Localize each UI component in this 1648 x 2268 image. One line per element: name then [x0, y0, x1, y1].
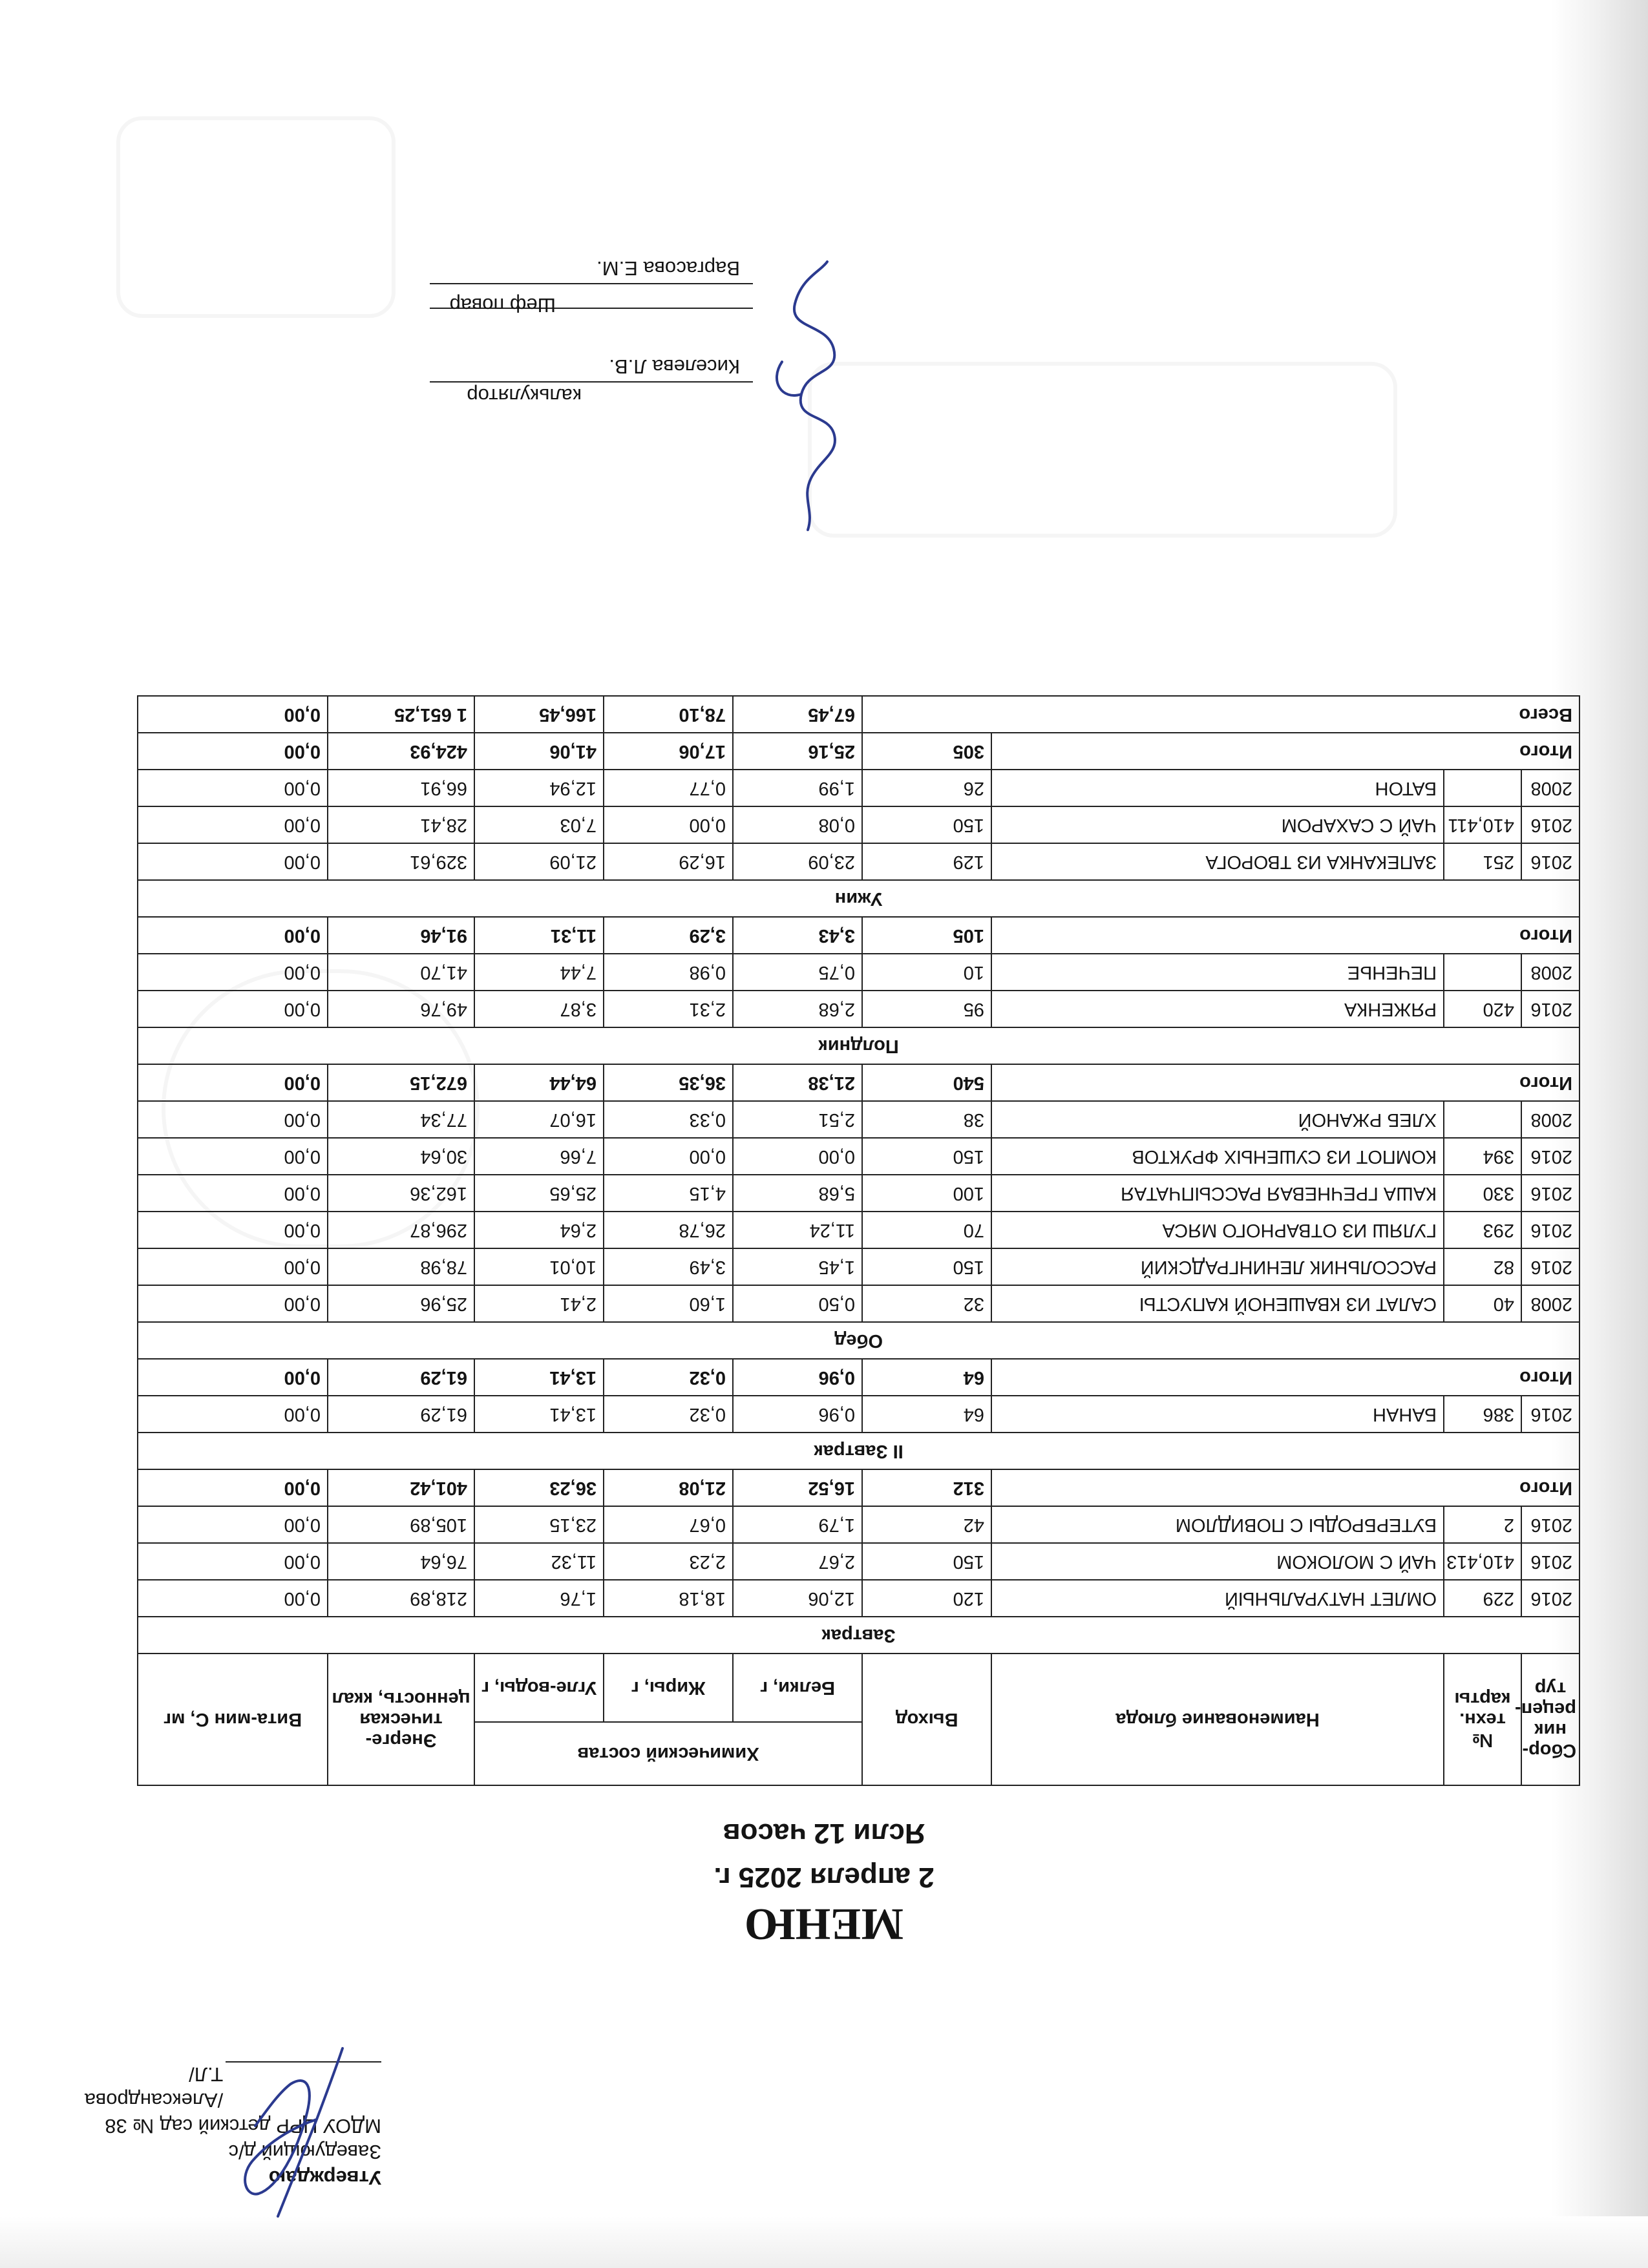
section-title: Обед [138, 1322, 1579, 1359]
approval-line3: /Александрова Т.Л/ [84, 2063, 224, 2112]
cell-protein: 0,08 [733, 806, 862, 843]
cell-vit: 0,00 [138, 1101, 328, 1138]
section-title: Ужин [138, 880, 1579, 917]
cell-dish: ХЛЕБ РЖАНОЙ [991, 1101, 1444, 1138]
cell-yield: 150 [862, 1138, 991, 1175]
total-carbs: 64,44 [474, 1064, 604, 1101]
section-header-row [138, 1433, 1579, 1469]
total-fat: 0,32 [604, 1359, 733, 1396]
cell-sbornik: 2016 [1521, 1212, 1579, 1248]
cell-energy: 28,41 [328, 806, 474, 843]
grand-total-carbs: 166,45 [474, 696, 604, 733]
cell-carbs: 7,44 [474, 954, 604, 991]
cell-yield: 150 [862, 1248, 991, 1285]
cell-energy: 30,64 [328, 1138, 474, 1175]
cell-fat: 0,33 [604, 1101, 733, 1138]
cell-dish: РЯЖЕНКА [991, 991, 1444, 1027]
cell-energy: 105,89 [328, 1506, 474, 1543]
cell-fat: 0,77 [604, 770, 733, 806]
cell-energy: 78,98 [328, 1248, 474, 1285]
total-vit: 0,00 [138, 733, 328, 770]
cell-carbs: 7,03 [474, 806, 604, 843]
section-total-row [138, 1064, 1579, 1101]
total-vit: 0,00 [138, 1469, 328, 1506]
cell-tech-card: 82 [1444, 1248, 1521, 1285]
total-fat: 17,06 [604, 733, 733, 770]
cell-yield: 120 [862, 1580, 991, 1617]
table-row [138, 954, 1579, 991]
total-yield: 105 [862, 917, 991, 954]
cell-dish: БУТЕРБРОДЫ С ПОВИДЛОМ [991, 1506, 1444, 1543]
total-vit: 0,00 [138, 1064, 328, 1101]
calc-name: Киселева Л.В. [609, 355, 740, 378]
cell-sbornik: 2016 [1521, 1580, 1579, 1617]
calculator-signature-icon [750, 258, 879, 536]
cell-yield: 100 [862, 1175, 991, 1212]
total-vit: 0,00 [138, 917, 328, 954]
cell-energy: 49,76 [328, 991, 474, 1027]
section-header-row [138, 1617, 1579, 1654]
cell-dish: ГУЛЯШ ИЗ ОТВАРНОГО МЯСА [991, 1212, 1444, 1248]
cell-yield: 38 [862, 1101, 991, 1138]
cell-fat: 4,15 [604, 1175, 733, 1212]
cell-sbornik: 2016 [1521, 1138, 1579, 1175]
cell-energy: 162,36 [328, 1175, 474, 1212]
total-label: Итого [991, 1359, 1579, 1396]
approval-line2: МДОУ ЦРР детский сад № 38 [105, 2115, 381, 2137]
chef-role: Шеф повар [449, 294, 556, 317]
cell-tech-card: 410,411 [1444, 806, 1521, 843]
total-protein: 3,43 [733, 917, 862, 954]
director-signature-icon [233, 2042, 368, 2223]
section-title: Завтрак [138, 1617, 1579, 1654]
total-energy: 61,29 [328, 1359, 474, 1396]
total-yield: 64 [862, 1359, 991, 1396]
total-carbs: 36,23 [474, 1469, 604, 1506]
total-protein: 25,16 [733, 733, 862, 770]
document-title: МЕНЮ [744, 1899, 904, 1949]
col-chem-group: Химический состав [474, 1722, 862, 1785]
table-row [138, 1580, 1579, 1617]
cell-fat: 0,00 [604, 1138, 733, 1175]
total-energy: 672,15 [328, 1064, 474, 1101]
total-label: Итого [991, 733, 1579, 770]
cell-protein: 1,99 [733, 770, 862, 806]
cell-fat: 26,78 [604, 1212, 733, 1248]
cell-tech-card: 251 [1444, 843, 1521, 880]
cell-tech-card: 293 [1444, 1212, 1521, 1248]
cell-energy: 296,87 [328, 1212, 474, 1248]
cell-protein: 2,51 [733, 1101, 862, 1138]
cell-fat: 0,32 [604, 1396, 733, 1433]
table-row [138, 1175, 1579, 1212]
grand-total-protein: 67,45 [733, 696, 862, 733]
cell-protein: 23,09 [733, 843, 862, 880]
col-carbs: Угле-воды, г [474, 1654, 604, 1722]
cell-fat: 0,98 [604, 954, 733, 991]
total-yield: 312 [862, 1469, 991, 1506]
cell-yield: 42 [862, 1506, 991, 1543]
section-header-row [138, 1322, 1579, 1359]
cell-tech-card [1444, 770, 1521, 806]
cell-yield: 150 [862, 1543, 991, 1580]
table-row [138, 1212, 1579, 1248]
cell-energy: 25,96 [328, 1285, 474, 1322]
grand-total-row [138, 696, 1579, 733]
cell-sbornik: 2008 [1521, 954, 1579, 991]
cell-dish: ЧАЙ С МОЛОКОМ [991, 1543, 1444, 1580]
cell-protein: 1,79 [733, 1506, 862, 1543]
cell-yield: 64 [862, 1396, 991, 1433]
cell-dish: ОМЛЕТ НАТУРАЛЬНЫЙ [991, 1580, 1444, 1617]
table-row [138, 991, 1579, 1027]
table-row [138, 1396, 1579, 1433]
cell-carbs: 1,76 [474, 1580, 604, 1617]
cell-vit: 0,00 [138, 991, 328, 1027]
cell-vit: 0,00 [138, 770, 328, 806]
total-fat: 36,35 [604, 1064, 733, 1101]
cell-yield: 129 [862, 843, 991, 880]
cell-dish: КАША ГРЕЧНЕВАЯ РАССЫПЧАТАЯ [991, 1175, 1444, 1212]
section-title: Полдник [138, 1027, 1579, 1064]
cell-carbs: 3,87 [474, 991, 604, 1027]
col-yield: Выход [862, 1654, 991, 1785]
col-dish: Наименование блюда [991, 1654, 1444, 1785]
chef-name: Варгасова Е.М. [597, 257, 740, 280]
cell-sbornik: 2016 [1521, 1175, 1579, 1212]
cell-protein: 12,06 [733, 1580, 862, 1617]
total-protein: 0,96 [733, 1359, 862, 1396]
group-name: Ясли 12 часов [723, 1818, 925, 1849]
cell-tech-card: 40 [1444, 1285, 1521, 1322]
cell-tech-card: 2 [1444, 1506, 1521, 1543]
cell-vit: 0,00 [138, 1175, 328, 1212]
section-header-row [138, 880, 1579, 917]
total-yield: 540 [862, 1064, 991, 1101]
cell-protein: 0,96 [733, 1396, 862, 1433]
cell-carbs: 13,41 [474, 1396, 604, 1433]
cell-fat: 0,00 [604, 806, 733, 843]
cell-yield: 70 [862, 1212, 991, 1248]
cell-sbornik: 2016 [1521, 1396, 1579, 1433]
col-sbornik: Сбор-ник рецеп-тур [1521, 1654, 1579, 1785]
cell-vit: 0,00 [138, 1212, 328, 1248]
cell-tech-card: 330 [1444, 1175, 1521, 1212]
total-energy: 424,93 [328, 733, 474, 770]
total-carbs: 11,31 [474, 917, 604, 954]
grand-total-vit: 0,00 [138, 696, 328, 733]
cell-tech-card [1444, 1101, 1521, 1138]
cell-carbs: 11,32 [474, 1543, 604, 1580]
cell-protein: 5,68 [733, 1175, 862, 1212]
cell-vit: 0,00 [138, 1543, 328, 1580]
table-row [138, 1101, 1579, 1138]
cell-fat: 0,67 [604, 1506, 733, 1543]
total-yield: 305 [862, 733, 991, 770]
cell-tech-card: 386 [1444, 1396, 1521, 1433]
total-energy: 401,42 [328, 1469, 474, 1506]
col-tech-card: № техн. карты [1444, 1654, 1521, 1785]
cell-fat: 3,49 [604, 1248, 733, 1285]
total-label: Итого [991, 1064, 1579, 1101]
cell-sbornik: 2016 [1521, 1543, 1579, 1580]
cell-carbs: 12,94 [474, 770, 604, 806]
table-row [138, 1248, 1579, 1285]
cell-sbornik: 2008 [1521, 1101, 1579, 1138]
col-fat: Жиры, г [604, 1654, 733, 1722]
total-protein: 21,38 [733, 1064, 862, 1101]
section-total-row [138, 1359, 1579, 1396]
cell-sbornik: 2016 [1521, 806, 1579, 843]
cell-tech-card: 410,413 [1444, 1543, 1521, 1580]
approval-label: Утверждаю [268, 2167, 381, 2189]
menu-table-body [138, 696, 1579, 1654]
cell-protein: 11,24 [733, 1212, 862, 1248]
cell-carbs: 25,65 [474, 1175, 604, 1212]
table-row [138, 1138, 1579, 1175]
cell-energy: 66,91 [328, 770, 474, 806]
cell-carbs: 23,15 [474, 1506, 604, 1543]
table-row [138, 1506, 1579, 1543]
total-carbs: 13,41 [474, 1359, 604, 1396]
cell-vit: 0,00 [138, 1396, 328, 1433]
cell-carbs: 2,64 [474, 1212, 604, 1248]
document-date: 2 апреля 2025 г. [713, 1862, 935, 1893]
cell-dish: БАНАН [991, 1396, 1444, 1433]
cell-dish: ЧАЙ С САХАРОМ [991, 806, 1444, 843]
cell-yield: 95 [862, 991, 991, 1027]
cell-dish: БАТОН [991, 770, 1444, 806]
total-vit: 0,00 [138, 1359, 328, 1396]
total-fat: 21,08 [604, 1469, 733, 1506]
cell-sbornik: 2008 [1521, 770, 1579, 806]
total-fat: 3,29 [604, 917, 733, 954]
cell-fat: 18,18 [604, 1580, 733, 1617]
calc-role: калькулятор [467, 384, 582, 407]
menu-table [137, 695, 1580, 1786]
cell-protein: 0,75 [733, 954, 862, 991]
table-row [138, 1543, 1579, 1580]
cell-yield: 32 [862, 1285, 991, 1322]
approval-line1: Заведующий д/с [228, 2141, 381, 2163]
section-total-row [138, 733, 1579, 770]
cell-carbs: 10,01 [474, 1248, 604, 1285]
cell-sbornik: 2016 [1521, 1248, 1579, 1285]
cell-protein: 2,68 [733, 991, 862, 1027]
cell-vit: 0,00 [138, 1580, 328, 1617]
cell-protein: 2,67 [733, 1543, 862, 1580]
cell-energy: 76,64 [328, 1543, 474, 1580]
cell-energy: 61,29 [328, 1396, 474, 1433]
total-label: Итого [991, 1469, 1579, 1506]
total-label: Итого [991, 917, 1579, 954]
table-row [138, 1285, 1579, 1322]
cell-energy: 218,89 [328, 1580, 474, 1617]
table-row [138, 770, 1579, 806]
cell-yield: 26 [862, 770, 991, 806]
col-vitamin: Вита-мин С, мг [138, 1654, 328, 1785]
cell-vit: 0,00 [138, 1138, 328, 1175]
cell-vit: 0,00 [138, 1248, 328, 1285]
table-row [138, 843, 1579, 880]
cell-carbs: 2,41 [474, 1285, 604, 1322]
cell-energy: 329,61 [328, 843, 474, 880]
total-energy: 91,46 [328, 917, 474, 954]
section-total-row [138, 917, 1579, 954]
cell-fat: 16,29 [604, 843, 733, 880]
calc-signature-rule [430, 381, 753, 383]
cell-tech-card: 229 [1444, 1580, 1521, 1617]
cell-dish: КОМПОТ ИЗ СУШЕНЫХ ФРУКТОВ [991, 1138, 1444, 1175]
cell-yield: 150 [862, 806, 991, 843]
cell-vit: 0,00 [138, 954, 328, 991]
cell-tech-card [1444, 954, 1521, 991]
cell-protein: 0,00 [733, 1138, 862, 1175]
cell-dish: САЛАТ ИЗ КВАШЕНОЙ КАПУСТЫ [991, 1285, 1444, 1322]
cell-vit: 0,00 [138, 1285, 328, 1322]
cell-dish: ПЕЧЕНЬЕ [991, 954, 1444, 991]
total-protein: 16,52 [733, 1469, 862, 1506]
cell-protein: 1,45 [733, 1248, 862, 1285]
cell-sbornik: 2016 [1521, 843, 1579, 880]
cell-dish: РАССОЛЬНИК ЛЕНИНГРАДСКИЙ [991, 1248, 1444, 1285]
section-total-row [138, 1469, 1579, 1506]
section-title: II Завтрак [138, 1433, 1579, 1469]
col-protein: Белки, г [733, 1654, 862, 1722]
total-carbs: 41,06 [474, 733, 604, 770]
cell-vit: 0,00 [138, 806, 328, 843]
cell-carbs: 7,66 [474, 1138, 604, 1175]
cell-vit: 0,00 [138, 1506, 328, 1543]
grand-total-fat: 78,10 [604, 696, 733, 733]
chef-signature-rule [430, 283, 753, 284]
cell-sbornik: 2016 [1521, 991, 1579, 1027]
cell-energy: 41,70 [328, 954, 474, 991]
cell-yield: 10 [862, 954, 991, 991]
cell-sbornik: 2008 [1521, 1285, 1579, 1322]
cell-vit: 0,00 [138, 843, 328, 880]
cell-fat: 1,60 [604, 1285, 733, 1322]
col-energy: Энерге-тическая ценность, ккал [328, 1654, 474, 1785]
section-header-row [138, 1027, 1579, 1064]
grand-total-label: Всего [862, 696, 1579, 733]
table-row [138, 806, 1579, 843]
cell-tech-card: 394 [1444, 1138, 1521, 1175]
cell-carbs: 21,09 [474, 843, 604, 880]
cell-sbornik: 2016 [1521, 1506, 1579, 1543]
cell-carbs: 16,07 [474, 1101, 604, 1138]
cell-protein: 0,50 [733, 1285, 862, 1322]
cell-tech-card: 420 [1444, 991, 1521, 1027]
cell-fat: 2,31 [604, 991, 733, 1027]
cell-dish: ЗАПЕКАНКА ИЗ ТВОРОГА [991, 843, 1444, 880]
grand-total-energy: 1 651,25 [328, 696, 474, 733]
cell-energy: 77,34 [328, 1101, 474, 1138]
cell-fat: 2,23 [604, 1543, 733, 1580]
